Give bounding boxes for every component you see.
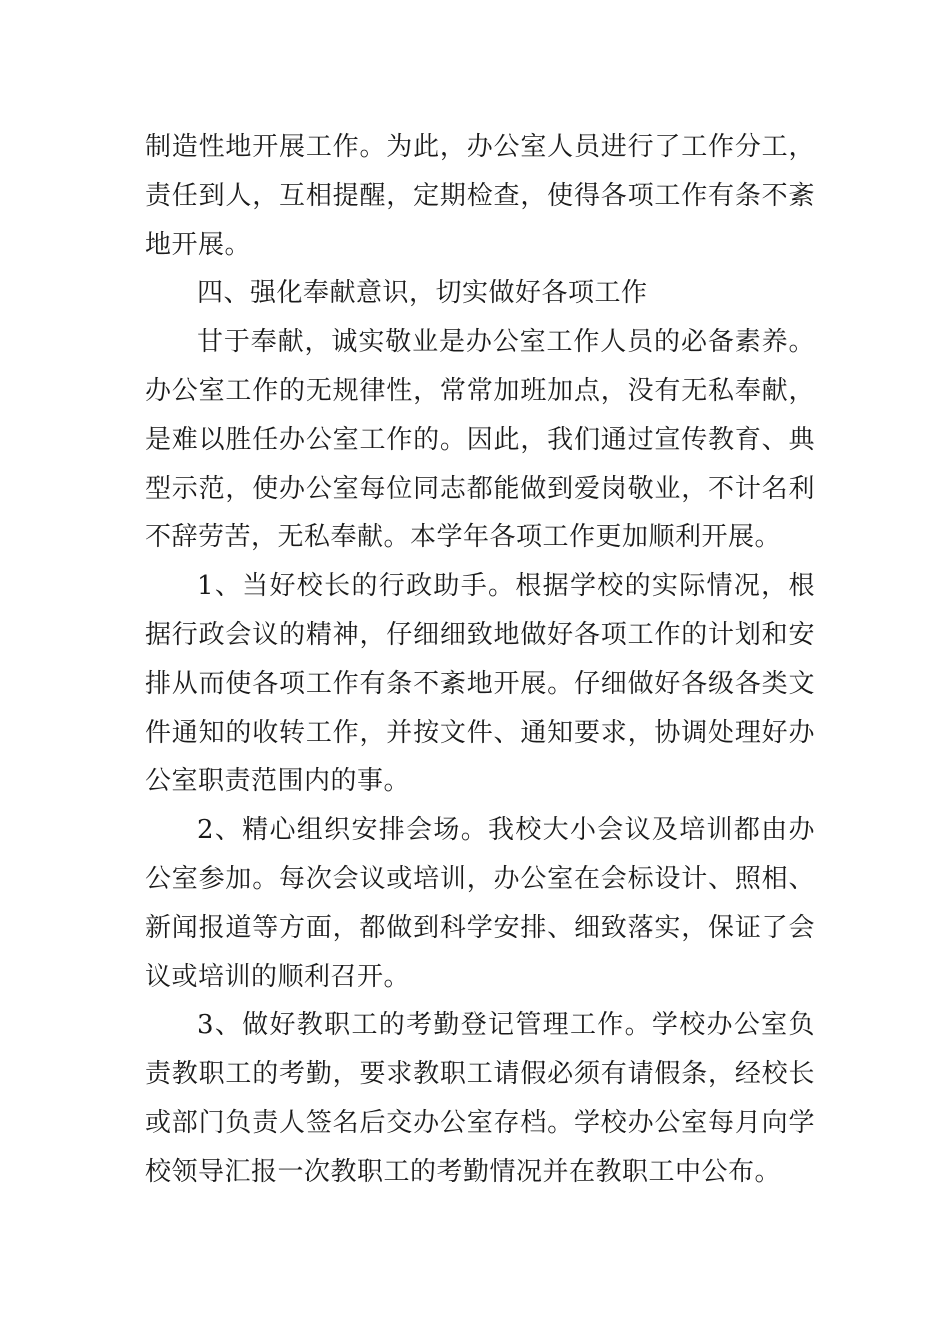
- document-body: [145, 123, 815, 1197]
- paragraph-item-2: 2、精心组织安排会场。我校大小会议及培训都由办公室参加。每次会议或培训，办公室在会标设计、照相、新闻报道等方面，都做到科学安排、细致落实，保证了会议或培训的顺利召开。: [145, 815, 815, 992]
- paragraph-item-3: 3、做好教职工的考勤登记管理工作。学校办公室负责教职工的考勤，要求教职工请假必须有请假条，经校长或部门负责人签名后交办公室存档。学校办公室每月向学校领导汇报一次教职工的考勤情况并在教职工中公布。: [145, 1010, 815, 1187]
- paragraph-item-1: 1、当好校长的行政助手。根据学校的实际情况，根据行政会议的精神，仔细细致地做好各项工作的计划和安排从而使各项工作有条不紊地开展。仔细做好各级各类文件通知的收转工作，并按文件、通知要求，协调处理好办公室职责范围内的事。: [145, 571, 815, 797]
- paragraph-continuation: 制造性地开展工作。为此，办公室人员进行了工作分工，责任到人，互相提醒，定期检查，使得各项工作有条不紊地开展。: [145, 132, 815, 260]
- section-heading: 四、强化奉献意识，切实做好各项工作: [197, 278, 648, 309]
- paragraph-dedication: 甘于奉献，诚实敬业是办公室工作人员的必备素养。办公室工作的无规律性，常常加班加点，没有无私奉献，是难以胜任办公室工作的。因此，我们通过宣传教育、典型示范，使办公室每位同志都能做到爱岗敬业，不计名利不辞劳苦，无私奉献。本学年各项工作更加顺利开展。: [145, 327, 815, 553]
